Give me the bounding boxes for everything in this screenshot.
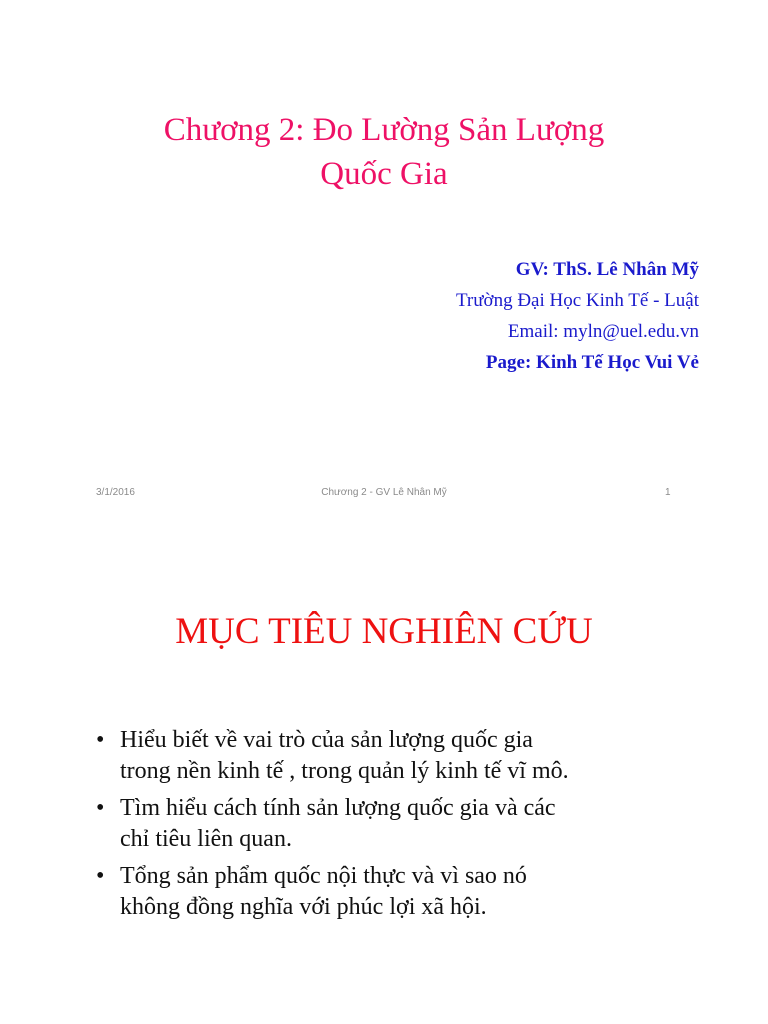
author-info <box>456 254 699 378</box>
list-item-line-2: trong nền kinh tế , trong quản lý kinh tế vĩ mô. <box>120 758 569 784</box>
footer-page-number: 1 <box>665 487 671 498</box>
slide-title <box>0 108 768 196</box>
page-name: Page: Kinh Tế Học Vui Vẻ <box>485 352 699 373</box>
lecturer-name: GV: ThS. Lê Nhân Mỹ <box>515 259 699 280</box>
objectives-list <box>96 725 716 929</box>
list-item <box>96 861 716 923</box>
bullet-icon: • <box>96 863 105 889</box>
university-name: Trường Đại Học Kinh Tế - Luật <box>455 290 699 311</box>
footer-title: Chương 2 - GV Lê Nhân Mỹ <box>321 487 447 498</box>
slide-title-line-1: Chương 2: Đo Lường Sản Lượng <box>163 112 605 148</box>
slide-2 <box>0 512 768 1024</box>
list-item <box>96 725 716 787</box>
email-address: Email: myln@uel.edu.vn <box>507 321 699 342</box>
bullet-icon: • <box>96 727 105 753</box>
list-item-line-1: Tìm hiểu cách tính sản lượng quốc gia và các <box>120 795 556 821</box>
list-item-line-1: Hiểu biết về vai trò của sản lượng quốc gia <box>120 727 533 753</box>
list-item-line-1: Tổng sản phẩm quốc nội thực và vì sao nó <box>120 863 527 889</box>
section-title: MỤC TIÊU NGHIÊN CỨU <box>175 611 593 652</box>
bullet-icon: • <box>96 795 105 821</box>
slide-title-line-2: Quốc Gia <box>320 156 448 192</box>
list-item-line-2: không đồng nghĩa với phúc lợi xã hội. <box>120 894 487 920</box>
list-item-line-2: chỉ tiêu liên quan. <box>120 826 292 852</box>
list-item <box>96 793 716 855</box>
footer-date: 3/1/2016 <box>96 487 135 498</box>
